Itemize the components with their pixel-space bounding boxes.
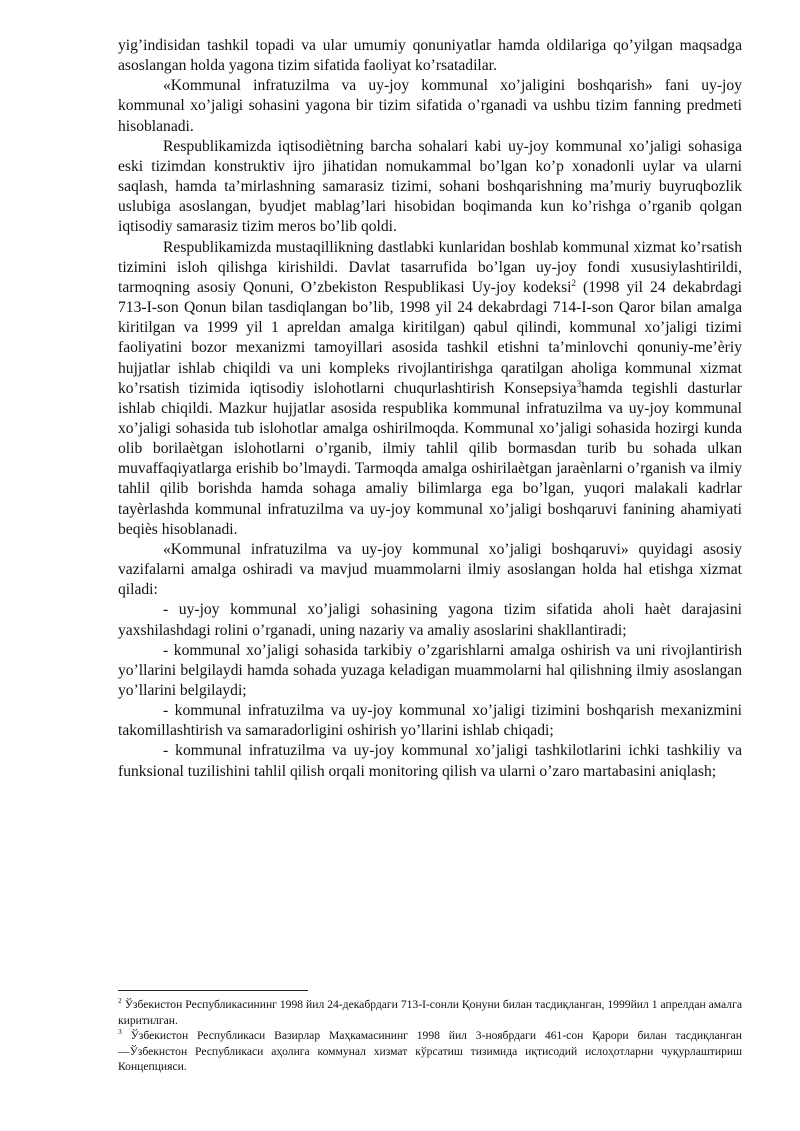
paragraph: «Kommunal infratuzilma va uy-joy kommunal xo’jaligini boshqarish» fani uy-joy kommunal xo’jaligi sohasini yagona bir tizim sifatida o’rganadi va ushbu tizim fanning predmeti hisoblanadi. (118, 77, 742, 135)
footnote-separator (118, 990, 308, 991)
list-item: - kommunal infratuzilma va uy-joy kommunal xo’jaligi tizimini boshqarish mexanizmini takomillashtirish va samaradorligini oshirish yo’llarini ishlab chiqadi; (118, 702, 742, 740)
footnote-reference[interactable]: 2 (571, 277, 576, 288)
footnote-marker: 3 (118, 1027, 122, 1037)
footnote-marker: 2 (118, 996, 122, 1006)
paragraph: Respublikamizda iqtisodiètning barcha sohalari kabi uy-joy kommunal xo’jaligi sohasiga eski tizimdan konstruktiv ijro jihatidan nomukammal bo’lgan ko’p xonadonli uylar va ularni saqlash, hamda ta’mirlashning samarasiz tizimi, sohani boshqarishning ma’muriy buyruqbozlik uslubiga asoslangan, byudjet mablag’lari hisobidan boqimanda kun ko’rishga o’rganib qolgan iqtisodiy samarasiz tizim meros bo’lib qoldi. (118, 137, 742, 236)
paragraph-text: hamda tegishli dasturlar ishlab chiqildi. Mazkur hujjatlar asosida respublika kommunal infratuzilma va uy-joy kommunal xo’jaligi sohasida tub islohotlar amalga oshirilmoqda. Kommunal xo’jaligi sohasida hozirgi kunda olib borilaètgan islohotlarni o’rganib, ilmiy tahlil qilib bormasdan turib bu sohada ulkan muvaffaqiyatlarga erishib bo’lmaydi. Tarmoqda amalga oshirilaètgan jaraènlarni o’rganish va ilmiy tahlil qilib borishda hamda sohaga amaliy bilimlarga ega bo’lgan, yuqori malakali kadrlar tayèrlashda kommunal infratuzilma va uy-joy kommunal xo’jaligi boshqaruvi fanining ahamiyati beqiès hisoblanadi. (118, 379, 742, 538)
paragraph: yig’indisidan tashkil topadi va ular umumiy qonuniyatlar hamda oldilariga qo’yilgan maqsadga asoslangan holda yagona tizim sifatida faoliyat ko’rsatadilar. (118, 37, 742, 75)
document-body (118, 36, 742, 782)
footnote (118, 1028, 742, 1075)
paragraph-text: Respublikamizda mustaqillikning dastlabki kunlaridan boshlab kommunal xizmat ko’rsatish tizimini isloh qilishga kirishildi. Davlat tasarrufida bo’lgan uy-joy fondi xususiylashtirildi, tarmoqning asosiy Qonuni, O’zbekiston Respublikasi Uy-joy kodeksi (118, 238, 742, 296)
paragraph: «Kommunal infratuzilma va uy-joy kommunal xo’jaligi boshqaruvi» quyidagi asosiy vazifalarni amalga oshiradi va mavjud muammolarni ilmiy asoslangan holda hal etishga xizmat qiladi: (118, 540, 742, 599)
paragraph (118, 238, 742, 540)
footnote-reference[interactable]: 3 (576, 378, 582, 389)
list-item: - kommunal infratuzilma va uy-joy kommunal xo’jaligi tashkilotlarini ichki tashkiliy va funksional tuzilishini tahlil qilish orqali monitoring qilish va ularni o’zaro martabasini aniqlash; (118, 742, 742, 780)
paragraph-text: (1998 yil 24 dekabrdagi 713-I-son Qonun bilan tasdiqlangan bo’lib, 1998 yil 24 dekabrdagi 714-I-son Qaror bilan amalga kiritilgan va 1999 yil 1 apreldan amalga kiritilgan) qabul qilindi, kommunal xo’jaligi tizimi faoliyatini bozor mexanizmi tamoyillari asosida tashkil etishni ta’minlovchi qonuniy-me’èriy hujjatlar ishlab chiqildi va uni kompleks rivojlantirishga qaratilgan aholiga kommunal xizmat ko’rsatish tizimida iqtisodiy islohotlarni chuqurlashtirish Konsepsiya (118, 278, 742, 397)
list-item: - uy-joy kommunal xo’jaligi sohasining yagona tizim sifatida aholi haèt darajasini yaxshilashdagi rolini o’rganadi, uning nazariy va amaliy asoslarini shakllantiradi; (118, 601, 742, 639)
footnote-text: Ўзбекистон Республикасининг 1998 йил 24-декабрдаги 713-I-сонли Қонуни билан тасдиқланган, 1999йил 1 апрелдан амалга киритилган. (118, 998, 742, 1027)
list-item: - kommunal xo’jaligi sohasida tarkibiy o’zgarishlarni amalga oshirish va uni rivojlantirish yo’llarini belgilaydi hamda sohada yuzaga keladigan muammolarni hal qilishning ilmiy asoslangan yo’llarini belgilaydi; (118, 641, 742, 699)
footnote-text: Ўзбекистон Республикаси Вазирлар Маҳкамасининг 1998 йил 3-ноябрдаги 461-сон Қарори билан тасдиқланган ―Ўзбекнстон Республикаси аҳолига коммунал хизмат кўрсатиш тизимида иқтисодий ислоҳотларни чуқурлаштириш Концепцияси. (118, 1029, 742, 1074)
footnote (118, 997, 742, 1028)
footnotes (118, 997, 742, 1075)
